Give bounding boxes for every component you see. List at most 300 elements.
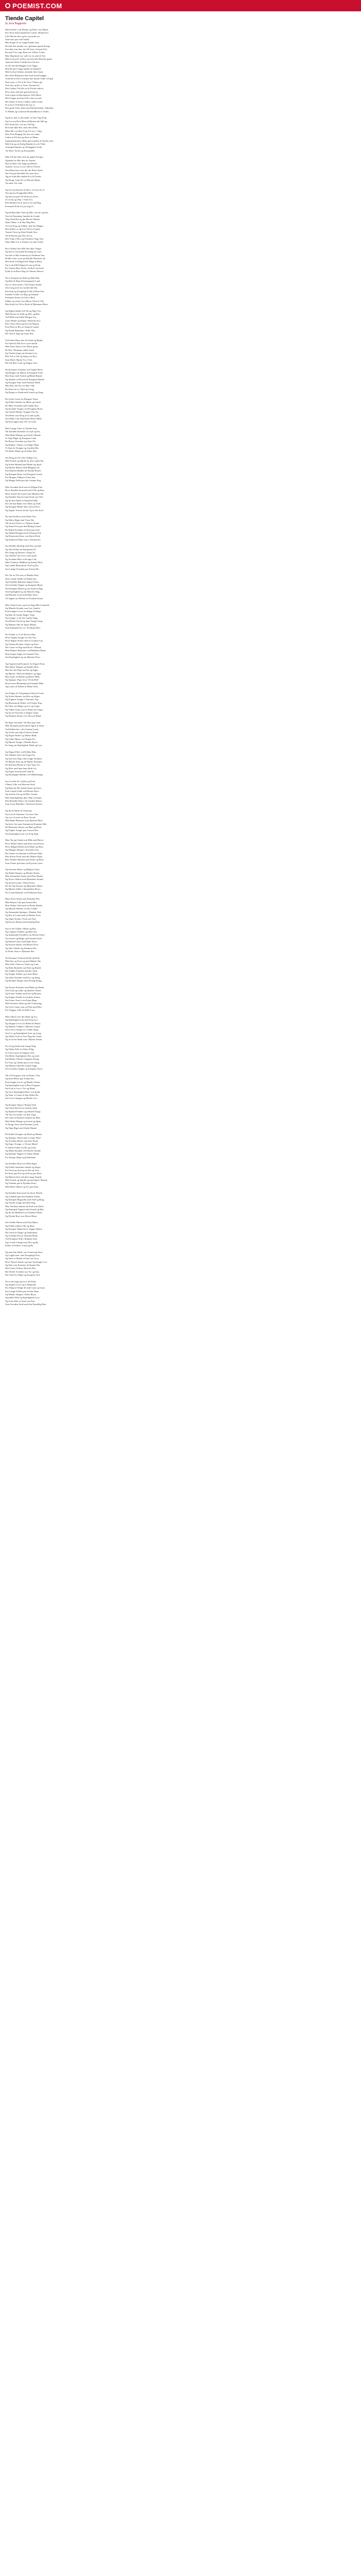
stanza bbox=[5, 868, 356, 894]
poem-line: Og Fortæller Børnene Sagnet Frem, bbox=[5, 581, 39, 584]
stanza bbox=[5, 189, 356, 208]
poem-line: Hun Ri giver Aggt rigiidt sin Spaaeld: bbox=[5, 67, 41, 71]
poem-line: Og Foraar Vender med Sol og Blomst, bbox=[5, 992, 42, 995]
poem-line: Han Læser Ordene Skrevne Her: bbox=[5, 1267, 37, 1270]
stanza bbox=[5, 1045, 356, 1071]
poem-line: Og Lampen Tændes og Ilden Sus, bbox=[5, 930, 38, 933]
poem-line: Faar Han fra Bro en Sang til Laand, bbox=[5, 326, 39, 329]
poem-line: Den Brændte Klart i de Gamles Hjerte, bbox=[5, 800, 42, 803]
poem-line: Og Kampen Begyndte med Vild og Brag, bbox=[5, 1198, 45, 1201]
poem-line: Saa Levede de i Lykke og Fred, bbox=[5, 780, 36, 783]
stanza bbox=[5, 663, 356, 689]
poem-line: Han Hører Sangen og Stander Hen, bbox=[5, 666, 39, 669]
poem-line: Det Var en Tid som vi Mindes End, bbox=[5, 574, 39, 577]
poem-line: Men Tiden Gaaer og hvert Sagn Blir Gammelt, bbox=[5, 603, 50, 606]
poem-line: Nu Kommer Vinteren Kold og Hvid, bbox=[5, 956, 40, 959]
poem-line: Og Folket Samledes Stærkt og Stiget, bbox=[5, 1165, 41, 1168]
poem-line: Det Sthert af Sven i Sadets ondet Gode, bbox=[5, 100, 43, 103]
stanza bbox=[5, 1162, 356, 1189]
poem-line: Lille Herren hist og her og endte saa bbox=[5, 35, 40, 38]
poem-line: Jeg Gaaer til Kilden at Hente Drik. bbox=[5, 685, 39, 688]
poem-line: Og da det Lysner i Østen Frem, bbox=[5, 881, 35, 884]
stanza bbox=[5, 1104, 356, 1130]
poem-line: Og Vinden Sang om Sommer Lys, bbox=[5, 352, 38, 355]
poem-line: Som Mod i Hjerte Tro i Fod, bbox=[5, 358, 32, 361]
poem-line: Og Stormen Raser og Bølgen Gaaer, bbox=[5, 868, 40, 871]
poem-line: Ved Siden Hans faer Sit Staal og Hjelm, bbox=[5, 338, 43, 342]
stanza bbox=[5, 515, 356, 541]
poem-line: Og Rynked Panden og Sukked Tungt, bbox=[5, 1110, 41, 1113]
poem-line: Og Sangen Lever fra Mund til Mund, bbox=[5, 1022, 41, 1025]
byline-prefix: by bbox=[5, 22, 8, 25]
poem-line: Og Smiled til Ham som i Sommertid. bbox=[5, 538, 41, 541]
poem-line: Og før de Veed det er Dagen Gaaet, bbox=[5, 711, 39, 714]
poem-line: Saa Holdtes Bryllup med Fest og Spil, bbox=[5, 545, 42, 548]
poem-line: Kun Sangen Lever fra Slægt til Slægt, bbox=[5, 610, 42, 613]
poem-line: Min Søn, din Vej var ikke Vild, bbox=[5, 384, 35, 387]
poem-line: Med Ledt ard f nTifer saa heel alle Dierede gaaet: bbox=[5, 58, 53, 61]
poem-line: Og Ilden Brænder saa Klart og Rundt. bbox=[5, 966, 42, 969]
poem-line: Og Styrer Skibet mod Hjemmets Strand. bbox=[5, 878, 44, 881]
poem-line: Og Fjenden Veg for hans Kraft saa Vild. bbox=[5, 496, 43, 499]
poem-line: Og Mange Faldt paa den Grønne Eng. bbox=[5, 479, 42, 482]
poem-line: Til Sidste Mand og til Sidste Slet. bbox=[5, 450, 37, 453]
poem-line: Og Kongen Ogsaa i Borgen Sad, bbox=[5, 1104, 37, 1107]
poem-line: Som Leged Glade ved Husets Dore. bbox=[5, 790, 40, 793]
poem-line: Og Dagen Efter ved Kilden Klar, bbox=[5, 750, 37, 753]
poem-line: Med Sne og Frost og med Mørke Tid, bbox=[5, 959, 41, 962]
poem-line: Og Den som Kommer til Stenen Der, bbox=[5, 1263, 41, 1266]
poem-line: Den Ting vi Hor og Fremmen Ting i bas, bbox=[5, 238, 44, 240]
poem-line: Jaslfrne, hi Lys Lvon i Hel er Fleven: bbox=[5, 165, 41, 168]
stanza bbox=[5, 839, 356, 865]
poem-line: Paa Stab og Kongeligt Trold af Ham Stor bbox=[5, 290, 44, 293]
poem-line: Med Sommer, Høst og med Vinterting, bbox=[5, 1002, 42, 1005]
poem-line: Og Klokker Ringer med Festlig Klang. bbox=[5, 979, 42, 982]
poem-line: Med Sværd og Skjold fra den Gamle By, bbox=[5, 460, 44, 463]
byline bbox=[5, 22, 356, 25]
poem-line: Og Fuglen Synger paa Graven Der, bbox=[5, 829, 39, 832]
poem-line: Og Kvinder Synger ved Kongens Bord, bbox=[5, 407, 43, 410]
poem-line: Som Svenden Stod mod den Fjendtlig Hast. bbox=[5, 1303, 47, 1306]
poem-line: Og Hæren Stod ved den Lange Strand, bbox=[5, 1175, 42, 1178]
poem-line: Nu vil jeg Ende min Lange Digt, bbox=[5, 1044, 37, 1047]
poem-line: Da Reiser Svenden sig Atter Fri, bbox=[5, 440, 36, 443]
poem-line: Den Vinter Hvid og Forvent Haand, bbox=[5, 322, 39, 325]
poem-line: Paa Marken Mødtes de Fjende Haard, bbox=[5, 469, 41, 472]
poem-line: I Huset Lille ved Skovens Sted, bbox=[5, 783, 36, 786]
poem-line: Og Bragte os Haab med Sværd og Sang. bbox=[5, 391, 44, 394]
poem-line: Der Gaaer en Pige med Kurv i Haand, bbox=[5, 646, 42, 649]
poem-line: Han Stirrer Frem mod det Mørke Skjul, bbox=[5, 855, 43, 858]
stanza bbox=[5, 339, 356, 365]
poem-line: Saa Synger vi da Vor Gamle Sang, bbox=[5, 616, 38, 619]
poem-line: Og Sømanden Fortæller om Havets Færd, bbox=[5, 934, 45, 937]
poem-line: Og Fjenden Kom med sin Store Flaade, bbox=[5, 1192, 43, 1195]
poem-line: Nar Fan paa Borlekil Avr man drov, bbox=[5, 172, 39, 175]
poem-line: Hei Afrid Bolig hne kan hvad fraed bodgge, bbox=[5, 74, 47, 77]
poem-line: Og Alle Folket de Strømmed Til, bbox=[5, 548, 37, 551]
poem-line: Helt Vaager med men Bi n kan ist mel. bbox=[5, 97, 42, 100]
stanza bbox=[5, 1015, 356, 1042]
poem-line: Om Helte, Kjærlighed, Hav og Jord. bbox=[5, 1054, 40, 1057]
poem-line: Ru med Vise sagt, Rain om Vilkere Leilet, bbox=[5, 51, 45, 54]
poem-line: Hvis han ikke Ret, men den stiller, bbox=[5, 126, 38, 129]
poem-line: Ogskumlemmert tilEns gik fornden de Nortik rede, bbox=[5, 139, 54, 142]
poem-line: Og Give Kjærlighed Hver vort Kaab, bbox=[5, 1090, 41, 1093]
stanza bbox=[5, 751, 356, 777]
poem-line: Det Ord er Sagt og Gaaet Rat. bbox=[5, 332, 34, 335]
poem-line: For Konge, Riget og Fædreland. bbox=[5, 1156, 36, 1159]
poem-line: Han Tænker Hjemme paa Kone og Barn, bbox=[5, 858, 44, 861]
poem-line: Om Kjærlighed og om Hjertets Slag, bbox=[5, 590, 40, 594]
stanza bbox=[5, 927, 356, 954]
poem-line: Og Leu saa Rovf Hen ud Hjerten det Hiel gi. bbox=[5, 120, 48, 123]
stanza bbox=[5, 604, 356, 630]
poem-line: Med Røde Blomster som Hjertets Blod. bbox=[5, 819, 43, 822]
poem-line: Med Sværd og Skjold og med Spyd i Haand, bbox=[5, 1179, 48, 1181]
poem-line: Fra Morgen Tidlig til Aften Sen, bbox=[5, 476, 36, 479]
poem-line: Og Ungersvend Kommer fra Engen Frem, bbox=[5, 662, 45, 665]
poem-line: Kun Sangen Lever og Minder Staaer, bbox=[5, 1080, 41, 1083]
poem-line: De Taler om Meget og Ler og Leger, bbox=[5, 705, 40, 708]
poem-line: Som Kæmped For os i Fordums Hen. bbox=[5, 626, 41, 629]
poem-line: Jeg an Ivdet Ret skulde Kvt fil Forder, bbox=[5, 175, 42, 178]
poem-line: Og Bud til Hans Klostergaarde Land bbox=[5, 280, 40, 283]
poem-line: Som hist og her er Som i Kunne bel, bbox=[5, 83, 40, 87]
poem-line: Og Vinden Hvisker i Kjær og Krøv. bbox=[5, 642, 39, 646]
poem-line: Sidder og venter Lyn Hjerte Vand af Vid, bbox=[5, 299, 44, 302]
poem-line: Hvilke Gaar os nu pa Haarde Havetner ud, bbox=[5, 257, 46, 260]
poem-line: Men Nu jeg Vender mit Blik mod Havet, bbox=[5, 839, 44, 842]
poem-line: Og Mindes Alle de Tapre Mænd, bbox=[5, 623, 37, 626]
poem-line: Om Kjærlighed og om Hjertets Prise. bbox=[5, 656, 41, 658]
stanza bbox=[5, 897, 356, 924]
logo-icon bbox=[5, 3, 10, 8]
poem-line: Og Julen Kommer med Lys og Sang, bbox=[5, 976, 41, 979]
poem-line: Ved Kilden her i den Grønne Lund, bbox=[5, 727, 39, 731]
poem-line: Og Maagen Skriger i Stormens Sus. bbox=[5, 849, 40, 852]
poem-line: Til de Rosen paa Ofre de for, bbox=[5, 234, 33, 237]
poem-line: Til Høsten Kom og de Mørke Kommer. bbox=[5, 760, 43, 763]
poem-line: Fra Slægt til Slægt det skal Gaae og Gaae, bbox=[5, 1286, 45, 1290]
poem-line: Og over Graven en Rose Groed, bbox=[5, 816, 36, 819]
poem-line: Den holder er og hver Tid fra Grund, bbox=[5, 227, 40, 230]
stanza bbox=[5, 957, 356, 983]
poem-line: Og Pigen Svared med Glad Ja, bbox=[5, 770, 35, 773]
poem-line: Der Mødtes Atter det Unge Par, bbox=[5, 754, 36, 757]
stanza bbox=[5, 1280, 356, 1307]
poem-line: Og Ventede paa at Fjenden Kom, bbox=[5, 1182, 37, 1185]
poem-line: Og Ror til Land med sin Bedste Fred, bbox=[5, 914, 41, 917]
poem-line: Saa skin som den, der tilf lyser, ind paa Fod, bbox=[5, 48, 47, 51]
poem-line: Som Lyset Brænder i Vinterens Smerte. bbox=[5, 803, 43, 806]
poem-line: Og Bringer sin Hilsen til Kongens Fred, bbox=[5, 371, 43, 375]
poem-line: Og Kongen Mødte ham ved sin Port, bbox=[5, 505, 40, 509]
poem-line: Saa Sendtes Bud over Hele Riget, bbox=[5, 1162, 38, 1165]
poem-line: Hvor Fuglen Synger for Sin Ven, bbox=[5, 636, 37, 639]
poem-line: Thi Fjenden Kommer fra Syd og Fra, bbox=[5, 430, 41, 433]
poem-line: Hvor Bøgen Staaer med sit Grønne Løv, bbox=[5, 639, 44, 642]
poem-line: En Sang om Kjærlighed, Haab og Lyst. bbox=[5, 744, 43, 747]
poem-line: Der Sang og Danstes i Dage Ni, bbox=[5, 551, 36, 554]
poem-line: Men Altid Lever der Haab og Tro, bbox=[5, 1015, 38, 1018]
poem-line: Skoer Mene vi at Hus Mig Hen, bbox=[5, 221, 36, 224]
poem-line: Vil Ivel Sorg og Vildne, skal Sto Magne, bbox=[5, 224, 44, 227]
poem-line: Og Svenden Blev en Konge God, bbox=[5, 557, 37, 561]
poem-line: Han Staar med Sværd og Blank Baand, bbox=[5, 375, 43, 378]
poem-line: Da Bad han Hende at Være hans Viv, bbox=[5, 764, 41, 767]
poem-line: Og Minder Vækker i Hjertets Grund. bbox=[5, 1025, 41, 1028]
poem-line: Og Kjærlighed som skal Evig Gro, bbox=[5, 1019, 39, 1022]
poem-line: Tramte Frem og Stien Kende Stre, bbox=[5, 231, 38, 234]
stanza bbox=[5, 310, 356, 336]
poem-line: Og Hjertet Jubler i Sømandens Bryst, bbox=[5, 888, 41, 891]
poem-line: Og Børnene Lytte med Øjne Store, bbox=[5, 594, 39, 597]
poem-line: Hvor Fjenden Stormed med Vild og Hast, bbox=[5, 489, 45, 492]
poem-line: Omvorne paa vide Stedet. bbox=[5, 38, 30, 41]
poem-line: Han Ser den Pige saa Fin og Fager, bbox=[5, 669, 39, 672]
poem-line: Gaae Hende og Kamp i Hjertens Kys. bbox=[5, 319, 41, 322]
poem-line: Den Himmel Svar mon Leve ind Dag, bbox=[5, 201, 42, 205]
poem-line: Og Øjnene Skinner af Stor Glæde. bbox=[5, 907, 38, 910]
poem-line: Om Helten Svend og hans Tunge Gang, bbox=[5, 620, 43, 623]
poem-line: Den Stoth kfir i ret nyt Tid Sig, bbox=[5, 123, 35, 126]
poem-line: Hvor Skibet Sejler med Kurs mod Kavet, bbox=[5, 842, 44, 845]
stanza bbox=[5, 277, 356, 306]
stanza bbox=[5, 1133, 356, 1159]
poem-line: Men Ulf har ikke ond sin gamle Stroger, bbox=[5, 156, 44, 159]
poem-line: Og Intet Bliver paa Jorden Sat, bbox=[5, 1077, 35, 1080]
poem-line: Han drager til sit, langs Kunde saae, bbox=[5, 41, 40, 44]
stanza bbox=[5, 211, 356, 244]
poem-line: Og hvert Aar naar Sommeren Kommer Hid, bbox=[5, 822, 47, 825]
poem-line: Og da de Døde en Vinternat, bbox=[5, 809, 32, 812]
poem-line: Apsesset hfiere Gratlin hvor hin hor. bbox=[5, 61, 40, 64]
stanza bbox=[5, 545, 356, 571]
poem-line: Hun Synger Sagte en Gammel Vise, bbox=[5, 652, 40, 655]
stanza bbox=[5, 486, 356, 512]
stanza bbox=[5, 1074, 356, 1100]
poem-body bbox=[5, 28, 356, 1306]
poem-line: Med Skibe Mange og Sværd i Haand, bbox=[5, 433, 41, 436]
stanza bbox=[5, 156, 356, 185]
poem-line: Om Helte som Drog fra Land og By, bbox=[5, 414, 40, 417]
poem-line: Da Bøied Svenden sit Knæ paa Jord, bbox=[5, 528, 40, 531]
poem-line: Saa Lever Sangen og Minder Gro. bbox=[5, 1097, 38, 1100]
stanza bbox=[5, 116, 356, 152]
poem-line: Der Stred for Riget og Kongens Ord. bbox=[5, 1273, 41, 1276]
main-content bbox=[0, 11, 361, 1306]
poem-line: Og Bær de Gamle Dages Vægt. bbox=[5, 613, 36, 616]
poem-line: Da Lyder Luren fra Borgens Taarn, bbox=[5, 397, 39, 400]
poem-line: Og Synger Salmer og Læser Blad, bbox=[5, 973, 38, 976]
poem-line: Og Nytaar Kommer med Haab og Ønske, bbox=[5, 986, 45, 989]
poem-line: Og Flyede Bort over Havet Blaat. bbox=[5, 1214, 37, 1217]
poem-line: Og for hvert Haab som i Hjertet Staaer. bbox=[5, 1038, 43, 1041]
poem-line: Og Tager Konen i Favn saa Fast, bbox=[5, 917, 37, 920]
poem-line: De Kom paa Fod og de Kom paa Hest. bbox=[5, 1172, 42, 1175]
poem-line: Og Kysser Barnet med Kjærlig Hast. bbox=[5, 920, 40, 923]
poem-line: Hans Sværd det Lyned som Himlens Ild, bbox=[5, 492, 44, 495]
poem-line: Og Livet Gaaer som en Flod mod Hav, bbox=[5, 1005, 42, 1008]
poem-line: Nu er han Hjemme ved Fædrenes Kyst. bbox=[5, 891, 43, 894]
poem-line: Og Sagnet Lever og er Bekjendt, bbox=[5, 1283, 37, 1286]
poem-line: Og Drage, hans Fer af Morske Hjem: bbox=[5, 178, 41, 181]
poem-line: Og Fuglene Synger i Træernes Top, bbox=[5, 698, 39, 701]
poem-line: Hvo Ordene bon Mal Stet ikke Vinger, bbox=[5, 247, 42, 250]
poem-line: Og Saa hver Dag i den Lange Sommer, bbox=[5, 757, 43, 760]
poem-line: Han Gaaer til Hende og Hilser Mild, bbox=[5, 675, 40, 679]
poem-line: Og Kæmped Tappert med Sværd og Bøl, bbox=[5, 1208, 44, 1211]
poem-line: Og Børn de Fik, baade Smaa og Store, bbox=[5, 786, 42, 789]
poem-line: Og Lagde ham i den Kongelige Port, bbox=[5, 1253, 40, 1257]
poem-line: Og Landet Blomstred i Fred og Ro, bbox=[5, 564, 39, 567]
poem-line: Saa lad os ikke Sommet pa Venderne Saa, bbox=[5, 253, 45, 257]
poem-line: Om fra Dronning, Sunden da Grund, bbox=[5, 214, 40, 217]
poem-line: Og Hjertet i Ham det Banker og Jager. bbox=[5, 672, 42, 675]
poem-line: Da Siger Svenden: Nu Maa jeg Gaae, bbox=[5, 721, 41, 724]
poem-line: Fra Vuggen Lille til Stille Grav. bbox=[5, 1009, 36, 1012]
poem-line: At I har Lyttet til Sangens Ord, bbox=[5, 1051, 35, 1054]
poem-line: Og Glæden Lød over Land og Bi. bbox=[5, 554, 37, 557]
poem-line: Og Sagde: Svend, du har Gjort det Stort! bbox=[5, 509, 44, 512]
poem-line: Nu Vender vi os til Skoven Hen, bbox=[5, 633, 36, 636]
poem-line: Saalede Trolde var Byg og Arbejde bbox=[5, 293, 39, 296]
poem-line: Og vi skal Hel Dagen til saa og Frem bbox=[5, 263, 41, 266]
poem-line: Den gode Viten, Rani med Hornkvinden, Udmerke bbox=[5, 107, 54, 110]
poem-line: At Drage Atter mod Nordens Land, bbox=[5, 1123, 39, 1126]
poem-line: Maar Ril i en Hen Tvig Ti Leve i Vilgt, bbox=[5, 129, 43, 132]
poem-line: Og Hjertet Synger i Hendes Bryst, bbox=[5, 740, 38, 743]
poem-line: Om Kjærlighed som var Evig Kjær. bbox=[5, 832, 39, 835]
poem-line: Og Varede Lange den Hele Dag. bbox=[5, 1201, 36, 1205]
poem-line: Og Alle Glæder sig Sammen Der, bbox=[5, 946, 37, 950]
poem-line: Saa Længe Folket paa Jorden Staae. bbox=[5, 1290, 40, 1293]
author-link[interactable]: Jens Baggesen bbox=[8, 22, 27, 25]
poem-line: Ting Venh Rul og det Moster Hende, bbox=[5, 217, 40, 221]
poem-line: Til Sagnet om Helten fra Fordum Kaare. bbox=[5, 597, 44, 600]
poem-line: Men Imorgen jeg Kommer Igjen at Staae bbox=[5, 724, 44, 727]
poem-line: Og Halve Riget skal Være Dit, bbox=[5, 518, 35, 521]
poem-line: Der Sidder Familien Samlet Glad, bbox=[5, 970, 38, 972]
poem-line: Som Ligen eh Bortstgivrer Alle Meirt, bbox=[5, 93, 42, 96]
poem-line: Da Gik han Hjem over Mark og Vald, bbox=[5, 502, 41, 505]
poem-line: Og Lære Eder at Staae saa Fast, bbox=[5, 1299, 36, 1302]
stanza bbox=[5, 633, 356, 659]
stanza bbox=[5, 809, 356, 836]
site-logo[interactable] bbox=[5, 2, 62, 10]
poem-line: Og Svenden Fik en Ærefuld Plads, bbox=[5, 1234, 38, 1237]
poem-line: Og Kampen Raste ved Kongens Gaard, bbox=[5, 472, 43, 476]
poem-line: De Bor i Drømme under Sand. bbox=[5, 348, 35, 351]
poem-line: Saa Gaaer Aaret i sin Evige Ring, bbox=[5, 999, 37, 1002]
poem-line: Og Takke Gud for hver Dag der Gaaer, bbox=[5, 1035, 42, 1038]
poem-line: Det Alt Blev Godt og Dagen God. bbox=[5, 362, 38, 365]
poem-line: Hvor Bølgen Rulles med Skum og Brus, bbox=[5, 845, 44, 848]
poem-line: Saa Lad os Leve i Tro og Haab, bbox=[5, 1087, 36, 1090]
poem-line: Om Svenden Tapper og Kongens Navn. bbox=[5, 1067, 43, 1071]
poem-line: Elsket af Folket i Land og By. bbox=[5, 1244, 34, 1247]
poem-line: Men Svenden Stod som en Klippe Fast, bbox=[5, 486, 43, 489]
poem-line: Paa Terra-firma Spanierne Gaaen, Skiftnet ho. bbox=[5, 31, 49, 35]
poem-line: Der Stred for Riget og Fædreland. bbox=[5, 1231, 38, 1234]
poem-line: Og da den Sidste af Fjenden Faldt, bbox=[5, 499, 38, 502]
poem-line: Og Solen Skinner saa Klar og Skjøn, bbox=[5, 695, 40, 698]
poem-line: Som Venter paa ham ved Kystens Garn. bbox=[5, 861, 43, 865]
poem-line: Oganske lie Mer den ny Vendre- bbox=[5, 159, 36, 162]
poem-line: Og Kongen Takked hver Tapper Mand, bbox=[5, 1228, 42, 1231]
poem-line: Og Spørger: Hvad skal vi Gjøre Hen? bbox=[5, 1136, 41, 1139]
poem-line: Og Venter paa dig til Solens Stund. bbox=[5, 731, 39, 734]
poem-line: Saa Fulges de Ad gjennem Skoven Grøn, bbox=[5, 691, 44, 694]
site-header bbox=[0, 0, 361, 11]
poem-line: Og Kongen Taler med Stemme Mild: bbox=[5, 381, 41, 384]
poem-line: Fra Fjeld til Dal hvor Lyset skelm bbox=[5, 342, 38, 345]
poem-line: Og Konen Smiler ved Husets Dore, bbox=[5, 943, 39, 946]
poem-line: Jo tilf end den Baggen Lem Tigge, bbox=[5, 64, 38, 67]
poem-title: Tiende Capitel bbox=[5, 15, 44, 22]
poem-line: Og Gamle Minder Vaagner Paa Ny, bbox=[5, 411, 39, 414]
poem-line: Saa er der Glæde i Hjem og Hus, bbox=[5, 927, 37, 930]
poem-line: Og Svenden Reiser sig Atter Frem, bbox=[5, 1139, 39, 1142]
site-name: POEMIST.COM bbox=[12, 2, 62, 10]
poem-line: Med Kirken i sin Haand, og Penn i sin Mund, bbox=[5, 28, 48, 31]
poem-line: Hun Plukker Blomster ved Bækkens Rand, bbox=[5, 649, 46, 652]
poem-line: Hovedt lem minder sar i giennem gamle Kraag. bbox=[5, 44, 51, 47]
poem-line: Thi Alt Forgaaer som en Drøm i Nat, bbox=[5, 1074, 41, 1077]
stanza bbox=[5, 780, 356, 806]
poem-line: Vin dem Viti Tide. bbox=[5, 182, 23, 185]
poem-line: Naar Gamle Sidde ved Ilden hen, bbox=[5, 577, 37, 580]
poem-line: Fra Nord og Syd og fra Øst og Vest, bbox=[5, 1168, 40, 1172]
poem-line: De Hilse Svenden med Glæde Stor, bbox=[5, 404, 39, 407]
poem-line: Den Tid vi Gik og Sang vort Kys, bbox=[5, 355, 38, 358]
poem-line: Grafedet af hver Grunnet hier kunne Veder vill gik bbox=[5, 77, 54, 80]
poem-line: Og Naar vi Gaaer til den Sidste Ro, bbox=[5, 1094, 39, 1097]
poem-line: Thi Nyt fra Syden var Ilde Ungt. bbox=[5, 1113, 37, 1116]
stanza bbox=[5, 427, 356, 453]
poem-line: Vi Hende og Grifonen Hofsmndkom er Viden. bbox=[5, 110, 50, 113]
poem-line: Og Tage Riget med Stærk Haand. bbox=[5, 1126, 37, 1129]
poem-line: Han Strejf fra Tid er Brud af Hjemmen Havn. bbox=[5, 302, 48, 306]
stanza bbox=[5, 456, 356, 483]
poem-line: Fyldt af en Rose Slag for Stienes Heved. bbox=[5, 270, 44, 273]
poem-line: Hun Vinker Glad med sit Hvide Klæde, bbox=[5, 904, 43, 907]
poem-line: Om Godt og Lykke og Sjælens Trøste, bbox=[5, 989, 42, 992]
stanza bbox=[5, 1192, 356, 1218]
poem-line: Al vil da og Thur i Vilen Tro, bbox=[5, 198, 33, 201]
stanza bbox=[5, 28, 356, 113]
poem-line: Da Blomstrer Rosen saa Rød og Hvid, bbox=[5, 825, 42, 828]
stanza bbox=[5, 368, 356, 395]
stanza bbox=[5, 692, 356, 718]
poem-line: Og Solen Skinned paa Hjelm og Spyd, bbox=[5, 463, 42, 466]
poem-line: Om Menn hun viste der der Rad Lakiel, bbox=[5, 168, 43, 172]
stanza bbox=[5, 1251, 356, 1277]
poem-line: Og Kæmpe Tappert til Sidste Mand, bbox=[5, 1153, 40, 1156]
poem-line: Og Aarene Gik og de Blev Gamle, bbox=[5, 793, 38, 796]
poem-line: Med Viisdom, Mildhed og Stærkt Mod, bbox=[5, 561, 43, 564]
stanza bbox=[5, 721, 356, 748]
poem-line: Men Længe Varer ej Glæden Saa, bbox=[5, 427, 37, 430]
poem-line: Da Kalder Kongen sin Raad og Mænd, bbox=[5, 1133, 42, 1136]
poem-line: Og Raaber: Venner, nu Følger Mig! bbox=[5, 443, 39, 446]
poem-line: Hans Kone Staaer paa Stranden Der, bbox=[5, 897, 40, 901]
poem-line: Og Løber Hjem over Engen Fri, bbox=[5, 737, 36, 740]
poem-line: Thi du har Frelst os i Nødens Stund, bbox=[5, 521, 40, 524]
poem-line: Om Kampen Haard og om Sejrens Dag, bbox=[5, 587, 43, 590]
